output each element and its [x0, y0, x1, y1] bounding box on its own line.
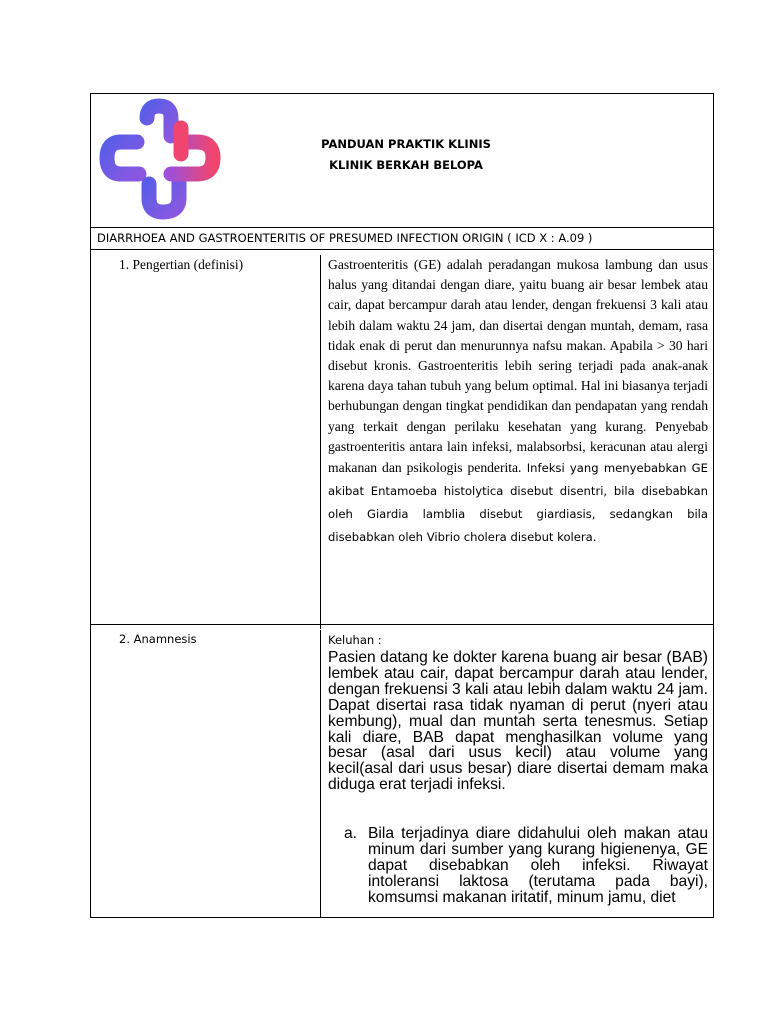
- anamnesis-paragraph: Pasien datang ke dokter karena buang air besar (BAB) lembek atau cair, dapat bercampur darah atau lender, dengan frekuensi 3 kali atau lebih dalam waktu 24 jam. Dapat disertai rasa tidak nyaman di perut (nyeri atau kembung), mual dan muntah serta tenesmus. Setiap kali diare, BAB dapat menghasilkan volume yang besar (asal dari usus kecil) atau volume yang kecil(asal dari usus besar) diare disertai demam maka diduga erat terjadi infeksi.: [328, 649, 708, 794]
- keluhan-label: Keluhan :: [328, 633, 382, 647]
- title-line-2: KLINIK BERKAH BELOPA: [329, 158, 483, 172]
- list-item-text: Bila terjadinya diare didahului oleh makan atau minum dari sumber yang kurang higienenya, GE dapat disebabkan oleh infeksi. Riwayat intoleransi laktosa (terutama pada bayi), komsumsi makanan iritatif, minum jamu, diet: [368, 825, 708, 906]
- section-2-heading-cell: [91, 630, 321, 918]
- row-divider: [91, 624, 713, 625]
- definition-text-serif: Gastroenteritis (GE) adalah peradangan mukosa lambung dan usus halus yang ditandai dengan diare, yaitu buang air besar lembek atau cair, dapat bercampur darah atau lender, dengan frekuensi 3 kali atau lebih dalam waktu 24 jam, dan disertai dengan muntah, demam, rasa tidak enak di perut dan menurunnya nafsu makan. Apabila > 30 hari disebut kronis. Gastroenteritis lebih sering terjadi pada anak-anak karena daya tahan tubuh yang belum optimal. Hal ini biasanya terjadi berhubungan dengan tingkat pendidikan dan pendapatan yang rendah yang terkait dengan perilaku kesehatan yang kurang. Penyebab gastroenteritis antara lain infeksi, malabsorbsi, keracunan atau alergi makanan dan psikologis penderita.: [328, 257, 708, 476]
- page-title: [271, 134, 541, 176]
- clinic-logo: [99, 98, 223, 220]
- icd-row: DIARRHOEA AND GASTROENTERITIS OF PRESUMED INFECTION ORIGIN ( ICD X : A.09 ): [91, 228, 713, 250]
- definition-text-sans: Infeksi yang menyebabkan GE akibat Entamoeba histolytica disebut disentri, bila disebabkan oleh Giardia lamblia disebut giardiasis, sedangkan bila disebabkan oleh Vibrio cholera disebut kolera.: [328, 461, 708, 545]
- definition-paragraph: [328, 255, 708, 549]
- document-table: [90, 93, 714, 918]
- section-1-heading-cell: [91, 255, 321, 629]
- section-2-heading: 2. Anamnesis: [119, 632, 197, 646]
- list-item: [344, 825, 708, 906]
- section-2-body-cell: [322, 630, 713, 918]
- title-line-1: PANDUAN PRAKTIK KLINIS: [321, 137, 491, 151]
- list-marker: a.: [344, 825, 358, 842]
- header-cell: [91, 94, 713, 228]
- section-1-heading: 1. Pengertian (definisi): [119, 257, 244, 272]
- section-1-body-cell: [322, 255, 713, 629]
